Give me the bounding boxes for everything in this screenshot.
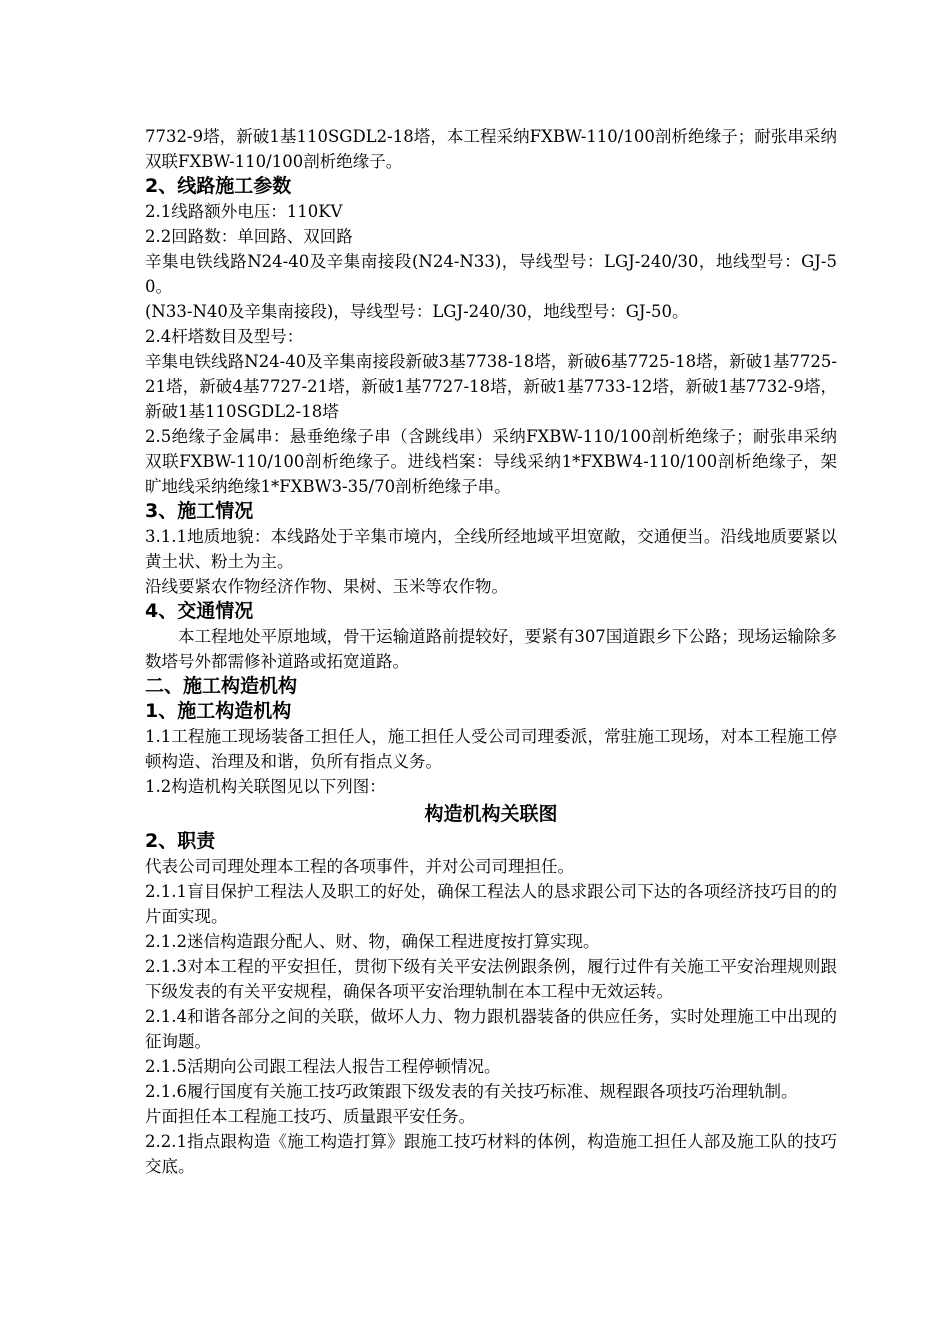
paragraph-tower-list: 辛集电铁线路N24-40及辛集南接段新破3基7738-18塔，新破6基7725-18塔，新破1基7725-21塔，新破4基7727-21塔，新破1基7727-18塔，新破1基7733-12塔，新破1基7732-9塔，新破1基110SGDL2-18塔 bbox=[145, 352, 837, 421]
paragraph-crops: 沿线要紧农作物经济作物、果树、玉米等农作物。 bbox=[145, 577, 508, 596]
paragraph-duty-2-2-1: 2.2.1指点跟构造《施工构造打算》跟施工技巧材料的体例，构造施工担任人部及施工队的技巧交底。 bbox=[145, 1132, 837, 1176]
heading-traffic: 4、交通情况 bbox=[145, 600, 254, 622]
paragraph-voltage: 2.1线路额外电压：110KV bbox=[145, 202, 343, 221]
paragraph-duty-2-1-4: 2.1.4和谐各部分之间的关联，做坏人力、物力跟机器装备的供应任务，实时处理施工中出现的征询题。 bbox=[145, 1007, 837, 1051]
heading-section-two: 二、施工构造机构 bbox=[145, 675, 298, 697]
heading-org-structure: 1、施工构造机构 bbox=[145, 700, 292, 722]
heading-line-params: 2、线路施工参数 bbox=[145, 175, 292, 197]
paragraph-circuits: 2.2回路数：单回路、双回路 bbox=[145, 227, 353, 246]
heading-construction-status: 3、施工情况 bbox=[145, 500, 254, 522]
paragraph-geology: 3.1.1地质地貌：本线路处于辛集市境内，全线所经地域平坦宽敞，交通便当。沿线地质要紧以黄土状、粉土为主。 bbox=[145, 527, 837, 571]
org-chart-caption: 构造机构关联图 bbox=[424, 803, 558, 825]
paragraph-org-chart-ref: 1.2构造机构关联图见以下列图： bbox=[145, 777, 386, 796]
paragraph-duty-2-1-3: 2.1.3对本工程的平安担任，贯彻下级有关平安法例跟条例，履行过件有关施工平安治理规则跟下级发表的有关平安规程，确保各项平安治理轨制在本工程中无效运转。 bbox=[145, 957, 837, 1001]
paragraph-site-manager: 1.1工程施工现场装备工担任人，施工担任人受公司司理委派，常驻施工现场，对本工程施工停顿构造、治理及和谐，负所有指点义务。 bbox=[145, 727, 837, 771]
paragraph-duty-intro: 代表公司司理处理本工程的各项事件，并对公司司理担任。 bbox=[145, 857, 574, 876]
document-page bbox=[145, 124, 837, 1179]
paragraph-tower-count-title: 2.4杆塔数目及型号： bbox=[145, 327, 304, 346]
paragraph-conductor-1: 辛集电铁线路N24-40及辛集南接段(N24-N33)，导线型号：LGJ-240/30，地线型号：GJ-50。 bbox=[145, 252, 837, 296]
paragraph-duty-2-1-2: 2.1.2迷信构造跟分配人、财、物，确保工程进度按打算实现。 bbox=[145, 932, 600, 951]
paragraph-duty-2-1-5: 2.1.5活期向公司跟工程法人报告工程停顿情况。 bbox=[145, 1057, 501, 1076]
paragraph-duty-2-1-6: 2.1.6履行国度有关施工技巧政策跟下级发表的有关技巧标准、规程跟各项技巧治理轨制。 bbox=[145, 1082, 798, 1101]
paragraph-insulator-string: 2.5绝缘子金属串：悬垂绝缘子串（含跳线串）采纳FXBW-110/100剖析绝缘子；耐张串采纳双联FXBW-110/100剖析绝缘子。进线档案：导线采纳1*FXBW4-110/100剖析绝缘子，架旷地线采纳绝缘1*FXBW3-35/70剖析绝缘子串。 bbox=[145, 427, 837, 496]
paragraph-insulator-intro: 7732-9塔，新破1基110SGDL2-18塔，本工程采纳FXBW-110/100剖析绝缘子；耐张串采纳双联FXBW-110/100剖析绝缘子。 bbox=[145, 127, 837, 171]
heading-duties: 2、职责 bbox=[145, 830, 216, 852]
paragraph-conductor-2: (N33-N40及辛集南接段)，导线型号：LGJ-240/30，地线型号：GJ-50。 bbox=[145, 302, 689, 321]
paragraph-traffic: 本工程地处平原地域，骨干运输道路前提较好，要紧有307国道跟乡下公路；现场运输除多数塔号外都需修补道路或拓宽道路。 bbox=[145, 627, 837, 671]
paragraph-duty-2-1-1: 2.1.1盲目保护工程法人及职工的好处，确保工程法人的恳求跟公司下达的各项经济技巧目的的片面实现。 bbox=[145, 882, 837, 926]
paragraph-tech-responsibility: 片面担任本工程施工技巧、质量跟平安任务。 bbox=[145, 1107, 475, 1126]
